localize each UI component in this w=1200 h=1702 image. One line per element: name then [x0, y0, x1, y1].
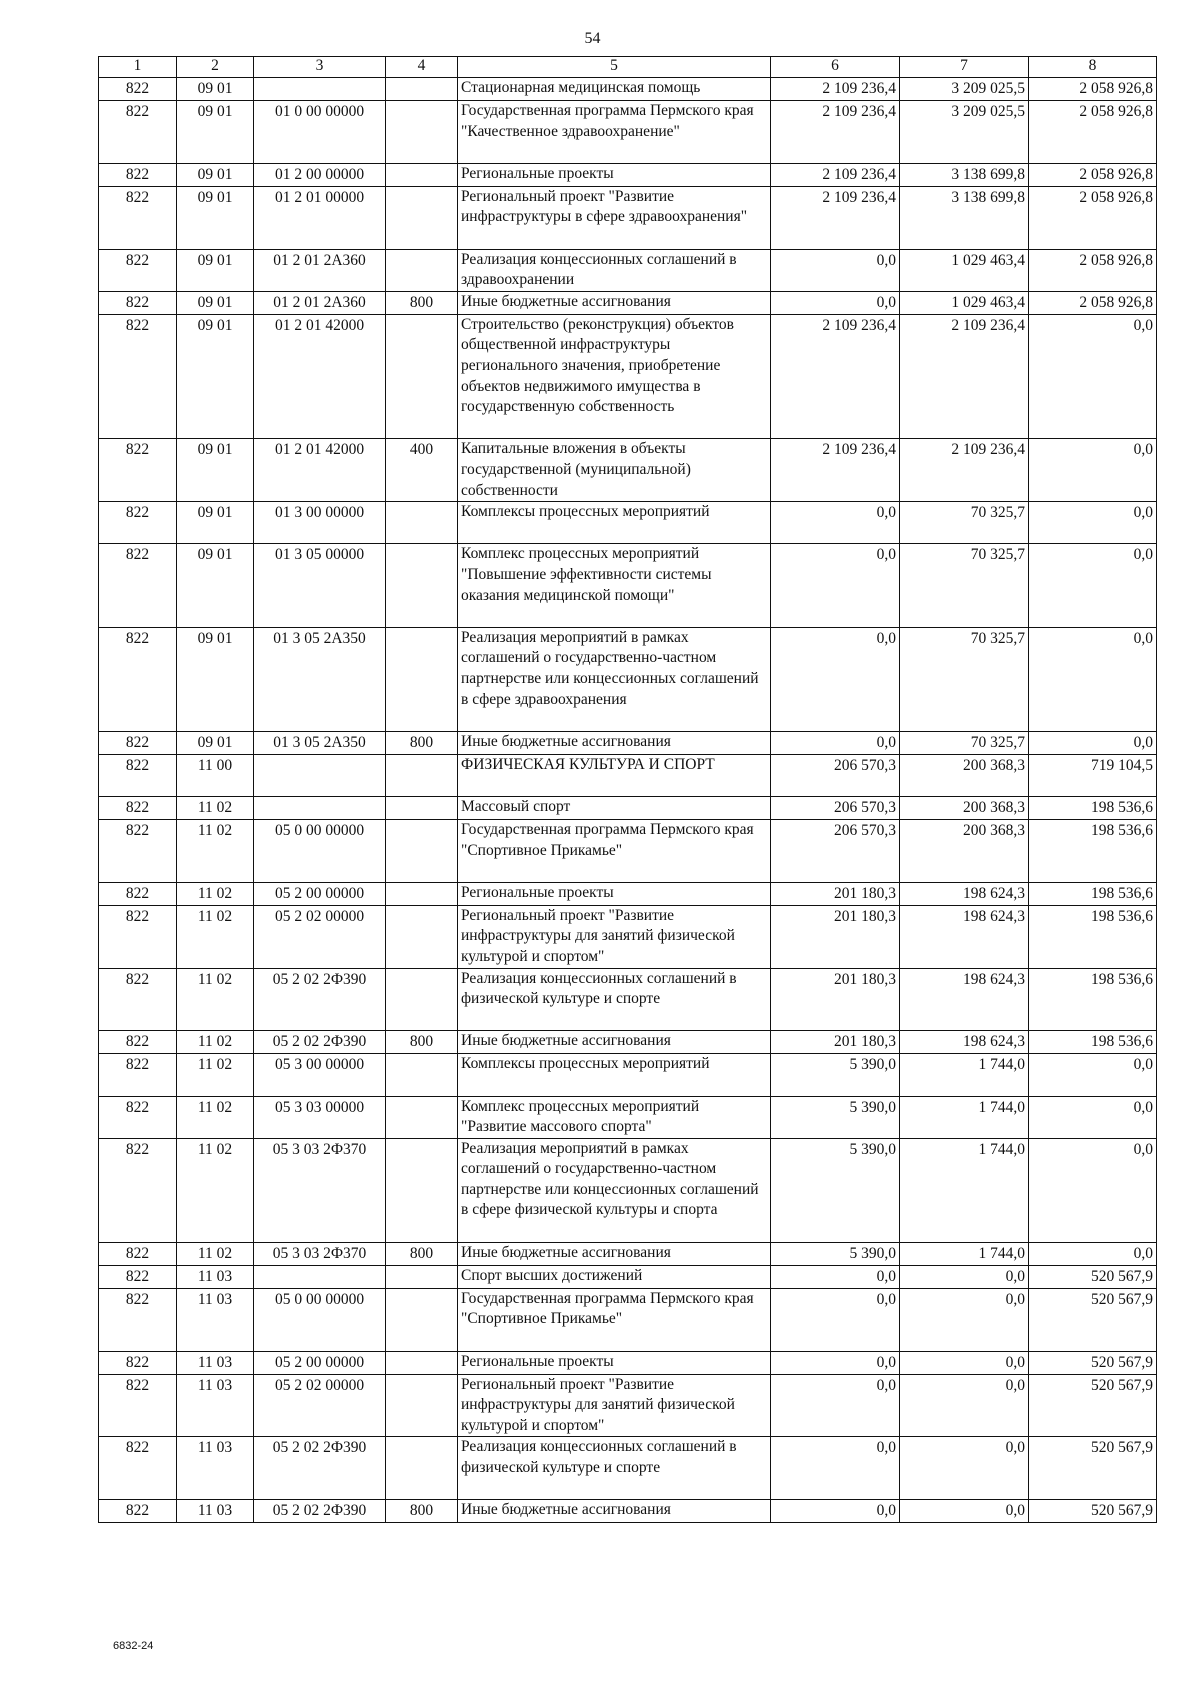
department-code: 822: [99, 1265, 177, 1288]
target-article-code: 01 3 05 2А350: [254, 627, 386, 731]
target-article-code: 01 3 05 00000: [254, 544, 386, 627]
value-col-8: 198 536,6: [1029, 905, 1157, 968]
value-col-6: 0,0: [771, 1374, 900, 1437]
target-article-code: 05 2 00 00000: [254, 882, 386, 905]
value-col-7: 200 368,3: [900, 754, 1029, 796]
expense-type-code: [386, 1374, 458, 1437]
item-name: ФИЗИЧЕСКАЯ КУЛЬТУРА И СПОРТ: [458, 754, 771, 796]
department-code: 822: [99, 731, 177, 754]
column-header-3: 3: [254, 57, 386, 78]
value-col-7: 70 325,7: [900, 731, 1029, 754]
target-article-code: 05 0 00 00000: [254, 1288, 386, 1351]
target-article-code: [254, 78, 386, 101]
value-col-7: 1 744,0: [900, 1138, 1029, 1242]
target-article-code: 01 2 01 42000: [254, 439, 386, 502]
target-article-code: 05 2 02 2Ф390: [254, 1437, 386, 1500]
expense-type-code: 800: [386, 1242, 458, 1265]
expense-type-code: [386, 968, 458, 1031]
section-code: 11 02: [177, 1031, 254, 1054]
table-row: [99, 1242, 1157, 1265]
target-article-code: 01 2 01 2А360: [254, 291, 386, 314]
value-col-7: 1 744,0: [900, 1242, 1029, 1265]
table-body: [99, 78, 1157, 1523]
value-col-7: 198 624,3: [900, 882, 1029, 905]
department-code: 822: [99, 1242, 177, 1265]
item-name: Строительство (реконструкция) объектов общественной инфраструктуры регионального значения, приобретение объектов недвижимого имущества в государственную собственность: [458, 314, 771, 439]
value-col-8: 520 567,9: [1029, 1500, 1157, 1523]
table-row: [99, 754, 1157, 796]
value-col-8: 2 058 926,8: [1029, 249, 1157, 291]
item-name: Комплекс процессных мероприятий "Повышение эффективности системы оказания медицинской помощи": [458, 544, 771, 627]
value-col-8: 520 567,9: [1029, 1437, 1157, 1500]
value-col-8: 2 058 926,8: [1029, 291, 1157, 314]
expense-type-code: 800: [386, 291, 458, 314]
value-col-8: 0,0: [1029, 314, 1157, 439]
value-col-8: 198 536,6: [1029, 819, 1157, 882]
expense-type-code: 800: [386, 731, 458, 754]
item-name: Иные бюджетные ассигнования: [458, 291, 771, 314]
item-name: Комплексы процессных мероприятий: [458, 1054, 771, 1096]
department-code: 822: [99, 1288, 177, 1351]
value-col-7: 3 138 699,8: [900, 186, 1029, 249]
value-col-6: 0,0: [771, 1500, 900, 1523]
expense-type-code: [386, 249, 458, 291]
value-col-7: 2 109 236,4: [900, 439, 1029, 502]
table-row: [99, 905, 1157, 968]
section-code: 09 01: [177, 544, 254, 627]
item-name: Иные бюджетные ассигнования: [458, 731, 771, 754]
expense-type-code: [386, 796, 458, 819]
section-code: 11 03: [177, 1351, 254, 1374]
item-name: Региональный проект "Развитие инфраструктуры для занятий физической культурой и спортом": [458, 905, 771, 968]
value-col-6: 5 390,0: [771, 1054, 900, 1096]
value-col-8: 0,0: [1029, 1138, 1157, 1242]
item-name: Государственная программа Пермского края "Спортивное Прикамье": [458, 819, 771, 882]
value-col-7: 3 138 699,8: [900, 163, 1029, 186]
table-row: [99, 314, 1157, 439]
item-name: Реализация концессионных соглашений в физической культуре и спорте: [458, 968, 771, 1031]
table-row: [99, 882, 1157, 905]
item-name: Иные бюджетные ассигнования: [458, 1031, 771, 1054]
value-col-8: 520 567,9: [1029, 1265, 1157, 1288]
department-code: 822: [99, 1031, 177, 1054]
budget-table: [98, 56, 1157, 1523]
item-name: Региональные проекты: [458, 1351, 771, 1374]
table-row: [99, 101, 1157, 164]
value-col-6: 0,0: [771, 731, 900, 754]
target-article-code: 05 2 02 00000: [254, 1374, 386, 1437]
value-col-8: 2 058 926,8: [1029, 101, 1157, 164]
value-col-7: 70 325,7: [900, 627, 1029, 731]
expense-type-code: 800: [386, 1500, 458, 1523]
value-col-8: 0,0: [1029, 1242, 1157, 1265]
department-code: 822: [99, 1437, 177, 1500]
table-row: [99, 163, 1157, 186]
value-col-7: 3 209 025,5: [900, 78, 1029, 101]
value-col-6: 206 570,3: [771, 796, 900, 819]
value-col-6: 0,0: [771, 1351, 900, 1374]
target-article-code: 05 2 02 2Ф390: [254, 968, 386, 1031]
section-code: 09 01: [177, 439, 254, 502]
table-row: [99, 1054, 1157, 1096]
footer-code: 6832-24: [113, 1640, 154, 1652]
expense-type-code: 800: [386, 1031, 458, 1054]
department-code: 822: [99, 78, 177, 101]
expense-type-code: [386, 1437, 458, 1500]
expense-type-code: [386, 1138, 458, 1242]
value-col-7: 198 624,3: [900, 905, 1029, 968]
target-article-code: 05 2 00 00000: [254, 1351, 386, 1374]
value-col-7: 200 368,3: [900, 819, 1029, 882]
value-col-6: 2 109 236,4: [771, 186, 900, 249]
target-article-code: 05 3 03 00000: [254, 1096, 386, 1138]
section-code: 11 02: [177, 1242, 254, 1265]
table-row: [99, 1138, 1157, 1242]
value-col-8: 0,0: [1029, 1054, 1157, 1096]
department-code: 822: [99, 1351, 177, 1374]
column-header-2: 2: [177, 57, 254, 78]
target-article-code: 05 3 03 2Ф370: [254, 1242, 386, 1265]
value-col-6: 201 180,3: [771, 968, 900, 1031]
department-code: 822: [99, 905, 177, 968]
item-name: Региональный проект "Развитие инфраструктуры для занятий физической культурой и спортом": [458, 1374, 771, 1437]
department-code: 822: [99, 754, 177, 796]
value-col-6: 5 390,0: [771, 1096, 900, 1138]
item-name: Государственная программа Пермского края "Спортивное Прикамье": [458, 1288, 771, 1351]
table-row: [99, 1351, 1157, 1374]
department-code: 822: [99, 186, 177, 249]
value-col-7: 1 744,0: [900, 1096, 1029, 1138]
section-code: 11 03: [177, 1437, 254, 1500]
item-name: Реализация концессионных соглашений в физической культуре и спорте: [458, 1437, 771, 1500]
value-col-8: 0,0: [1029, 439, 1157, 502]
item-name: Региональные проекты: [458, 163, 771, 186]
expense-type-code: [386, 314, 458, 439]
table-row: [99, 1500, 1157, 1523]
value-col-6: 2 109 236,4: [771, 78, 900, 101]
value-col-6: 206 570,3: [771, 819, 900, 882]
value-col-8: 0,0: [1029, 627, 1157, 731]
target-article-code: [254, 796, 386, 819]
item-name: Реализация мероприятий в рамках соглашений о государственно-частном партнерстве или концессионных соглашений в сфере физической культуры и спорта: [458, 1138, 771, 1242]
department-code: 822: [99, 1500, 177, 1523]
value-col-7: 0,0: [900, 1374, 1029, 1437]
section-code: 11 02: [177, 905, 254, 968]
item-name: Иные бюджетные ассигнования: [458, 1500, 771, 1523]
target-article-code: 05 2 02 2Ф390: [254, 1500, 386, 1523]
department-code: 822: [99, 439, 177, 502]
department-code: 822: [99, 249, 177, 291]
value-col-7: 2 109 236,4: [900, 314, 1029, 439]
expense-type-code: [386, 819, 458, 882]
department-code: 822: [99, 1096, 177, 1138]
section-code: 11 02: [177, 796, 254, 819]
item-name: Реализация мероприятий в рамках соглашений о государственно-частном партнерстве или концессионных соглашений в сфере здравоохранения: [458, 627, 771, 731]
department-code: 822: [99, 1374, 177, 1437]
department-code: 822: [99, 882, 177, 905]
value-col-6: 2 109 236,4: [771, 439, 900, 502]
expense-type-code: 400: [386, 439, 458, 502]
section-code: 09 01: [177, 163, 254, 186]
target-article-code: 05 3 00 00000: [254, 1054, 386, 1096]
expense-type-code: [386, 905, 458, 968]
table-row: [99, 502, 1157, 544]
table-row: [99, 291, 1157, 314]
value-col-6: 201 180,3: [771, 882, 900, 905]
expense-type-code: [386, 78, 458, 101]
expense-type-code: [386, 502, 458, 544]
expense-type-code: [386, 101, 458, 164]
item-name: Реализация концессионных соглашений в здравоохранении: [458, 249, 771, 291]
department-code: 822: [99, 968, 177, 1031]
value-col-8: 2 058 926,8: [1029, 78, 1157, 101]
expense-type-code: [386, 1054, 458, 1096]
section-code: 11 02: [177, 1054, 254, 1096]
value-col-7: 1 029 463,4: [900, 249, 1029, 291]
value-col-7: 1 744,0: [900, 1054, 1029, 1096]
value-col-7: 0,0: [900, 1351, 1029, 1374]
section-code: 09 01: [177, 314, 254, 439]
section-code: 11 02: [177, 819, 254, 882]
department-code: 822: [99, 502, 177, 544]
value-col-6: 0,0: [771, 291, 900, 314]
table-row: [99, 731, 1157, 754]
column-header-4: 4: [386, 57, 458, 78]
department-code: 822: [99, 544, 177, 627]
value-col-6: 5 390,0: [771, 1138, 900, 1242]
target-article-code: 05 3 03 2Ф370: [254, 1138, 386, 1242]
item-name: Комплексы процессных мероприятий: [458, 502, 771, 544]
value-col-6: 206 570,3: [771, 754, 900, 796]
value-col-8: 0,0: [1029, 502, 1157, 544]
column-header-5: 5: [458, 57, 771, 78]
value-col-8: 719 104,5: [1029, 754, 1157, 796]
value-col-8: 0,0: [1029, 1096, 1157, 1138]
target-article-code: 05 2 02 00000: [254, 905, 386, 968]
table-row: [99, 1096, 1157, 1138]
expense-type-code: [386, 754, 458, 796]
item-name: Стационарная медицинская помощь: [458, 78, 771, 101]
value-col-8: 0,0: [1029, 731, 1157, 754]
value-col-6: 0,0: [771, 1288, 900, 1351]
value-col-8: 198 536,6: [1029, 968, 1157, 1031]
department-code: 822: [99, 819, 177, 882]
value-col-8: 198 536,6: [1029, 882, 1157, 905]
target-article-code: [254, 754, 386, 796]
value-col-8: 2 058 926,8: [1029, 163, 1157, 186]
value-col-8: 520 567,9: [1029, 1374, 1157, 1437]
value-col-6: 201 180,3: [771, 1031, 900, 1054]
value-col-6: 0,0: [771, 249, 900, 291]
value-col-8: 198 536,6: [1029, 796, 1157, 819]
item-name: Комплекс процессных мероприятий "Развитие массового спорта": [458, 1096, 771, 1138]
section-code: 11 03: [177, 1500, 254, 1523]
value-col-6: 0,0: [771, 544, 900, 627]
section-code: 09 01: [177, 78, 254, 101]
value-col-6: 2 109 236,4: [771, 101, 900, 164]
expense-type-code: [386, 627, 458, 731]
expense-type-code: [386, 186, 458, 249]
value-col-7: 200 368,3: [900, 796, 1029, 819]
department-code: 822: [99, 1138, 177, 1242]
section-code: 11 03: [177, 1265, 254, 1288]
table-row: [99, 1288, 1157, 1351]
target-article-code: 05 2 02 2Ф390: [254, 1031, 386, 1054]
table-row: [99, 796, 1157, 819]
expense-type-code: [386, 1265, 458, 1288]
section-code: 11 02: [177, 968, 254, 1031]
expense-type-code: [386, 544, 458, 627]
item-name: Спорт высших достижений: [458, 1265, 771, 1288]
value-col-7: 198 624,3: [900, 1031, 1029, 1054]
page-number: 54: [584, 30, 601, 47]
column-header-7: 7: [900, 57, 1029, 78]
item-name: Иные бюджетные ассигнования: [458, 1242, 771, 1265]
table-row: [99, 439, 1157, 502]
value-col-6: 5 390,0: [771, 1242, 900, 1265]
section-code: 09 01: [177, 627, 254, 731]
department-code: 822: [99, 796, 177, 819]
value-col-6: 0,0: [771, 502, 900, 544]
target-article-code: 01 0 00 00000: [254, 101, 386, 164]
value-col-8: 0,0: [1029, 544, 1157, 627]
department-code: 822: [99, 627, 177, 731]
table-row: [99, 249, 1157, 291]
value-col-7: 198 624,3: [900, 968, 1029, 1031]
section-code: 11 02: [177, 882, 254, 905]
value-col-7: 0,0: [900, 1437, 1029, 1500]
department-code: 822: [99, 291, 177, 314]
item-name: Капитальные вложения в объекты государственной (муниципальной) собственности: [458, 439, 771, 502]
table-row: [99, 627, 1157, 731]
expense-type-code: [386, 1351, 458, 1374]
value-col-8: 198 536,6: [1029, 1031, 1157, 1054]
item-name: Региональные проекты: [458, 882, 771, 905]
target-article-code: [254, 1265, 386, 1288]
section-code: 09 01: [177, 186, 254, 249]
expense-type-code: [386, 1096, 458, 1138]
section-code: 11 03: [177, 1374, 254, 1437]
value-col-6: 0,0: [771, 1437, 900, 1500]
section-code: 11 00: [177, 754, 254, 796]
section-code: 09 01: [177, 731, 254, 754]
target-article-code: 01 3 05 2А350: [254, 731, 386, 754]
value-col-8: 520 567,9: [1029, 1351, 1157, 1374]
table-header-row: [99, 57, 1157, 78]
value-col-6: 0,0: [771, 1265, 900, 1288]
table-row: [99, 544, 1157, 627]
table-row: [99, 968, 1157, 1031]
department-code: 822: [99, 101, 177, 164]
section-code: 09 01: [177, 291, 254, 314]
value-col-6: 0,0: [771, 627, 900, 731]
section-code: 09 01: [177, 249, 254, 291]
expense-type-code: [386, 1288, 458, 1351]
value-col-7: 0,0: [900, 1500, 1029, 1523]
section-code: 09 01: [177, 101, 254, 164]
section-code: 11 02: [177, 1096, 254, 1138]
value-col-7: 0,0: [900, 1288, 1029, 1351]
table-row: [99, 1437, 1157, 1500]
target-article-code: 01 2 01 00000: [254, 186, 386, 249]
section-code: 11 03: [177, 1288, 254, 1351]
value-col-6: 2 109 236,4: [771, 314, 900, 439]
column-header-8: 8: [1029, 57, 1157, 78]
item-name: Региональный проект "Развитие инфраструктуры в сфере здравоохранения": [458, 186, 771, 249]
item-name: Государственная программа Пермского края "Качественное здравоохранение": [458, 101, 771, 164]
column-header-6: 6: [771, 57, 900, 78]
section-code: 09 01: [177, 502, 254, 544]
department-code: 822: [99, 314, 177, 439]
table-row: [99, 819, 1157, 882]
department-code: 822: [99, 1054, 177, 1096]
value-col-7: 1 029 463,4: [900, 291, 1029, 314]
target-article-code: 01 2 01 42000: [254, 314, 386, 439]
table-row: [99, 186, 1157, 249]
value-col-6: 2 109 236,4: [771, 163, 900, 186]
value-col-6: 201 180,3: [771, 905, 900, 968]
target-article-code: 05 0 00 00000: [254, 819, 386, 882]
value-col-8: 520 567,9: [1029, 1288, 1157, 1351]
target-article-code: 01 2 00 00000: [254, 163, 386, 186]
item-name: Массовый спорт: [458, 796, 771, 819]
table-row: [99, 1265, 1157, 1288]
target-article-code: 01 2 01 2А360: [254, 249, 386, 291]
table-row: [99, 78, 1157, 101]
table-row: [99, 1374, 1157, 1437]
value-col-8: 2 058 926,8: [1029, 186, 1157, 249]
expense-type-code: [386, 163, 458, 186]
value-col-7: 70 325,7: [900, 544, 1029, 627]
value-col-7: 70 325,7: [900, 502, 1029, 544]
table-row: [99, 1031, 1157, 1054]
expense-type-code: [386, 882, 458, 905]
section-code: 11 02: [177, 1138, 254, 1242]
value-col-7: 0,0: [900, 1265, 1029, 1288]
column-header-1: 1: [99, 57, 177, 78]
target-article-code: 01 3 00 00000: [254, 502, 386, 544]
value-col-7: 3 209 025,5: [900, 101, 1029, 164]
department-code: 822: [99, 163, 177, 186]
